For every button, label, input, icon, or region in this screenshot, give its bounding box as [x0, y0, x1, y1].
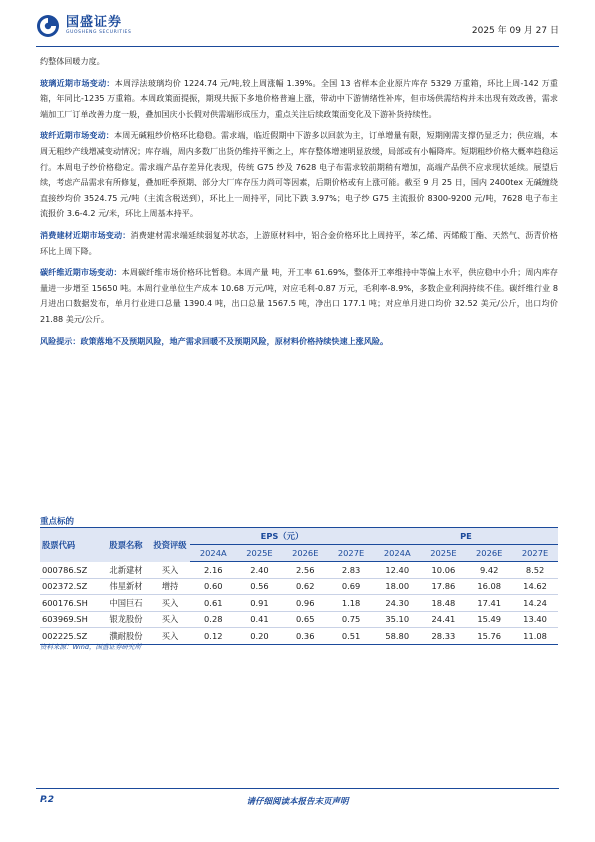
risk-warning: 风险提示：政策落地不及预期风险，地产需求回暖不及预期风险，原材料价格持续快速上涨风险。	[40, 335, 389, 346]
stock-name: 银龙股份	[102, 611, 150, 628]
paragraph-text: 本周浮法玻璃均价 1224.74 元/吨,较上周涨幅 1.39%。全国 13 省样本企业原片库存 5329 万重箱，环比上周-142 万重箱，年同比-1235 万重箱。本周政策面提振，期现共振下多地价格普遍上涨，带动中下游情绪性补库，但市场供需结构并未出现有效改善，需求端加工厂订单改善力度一般，叠加国庆小长假对供需端形成压力，重点关注后续政策面变化及下游补货持续性。	[40, 77, 558, 119]
pe-value: 35.10	[374, 611, 421, 628]
pe-value: 15.49	[466, 611, 512, 628]
paragraph-keyword: 碳纤维近期市场变动：	[40, 267, 122, 278]
stock-rating: 增持	[150, 578, 190, 595]
table-row	[40, 611, 558, 628]
eps-value: 0.69	[328, 578, 374, 595]
eps-value: 0.75	[328, 611, 374, 628]
paragraph-text: 约整体回暖力度。	[40, 56, 105, 66]
table-row	[40, 562, 558, 579]
page-header	[36, 14, 559, 44]
eps-value: 0.56	[237, 578, 283, 595]
pe-value: 17.41	[466, 595, 512, 612]
paragraph-keyword: 玻璃近期市场变动：	[40, 77, 115, 88]
pe-value: 17.86	[421, 578, 467, 595]
stock-rating: 买入	[150, 595, 190, 612]
col-header-year: 2025E	[421, 545, 467, 562]
eps-value: 0.61	[190, 595, 237, 612]
stock-code: 600176.SH	[40, 595, 102, 612]
pe-value: 18.00	[374, 578, 421, 595]
key-stocks-table	[40, 527, 558, 645]
pe-value: 10.06	[421, 562, 467, 579]
eps-value: 2.56	[282, 562, 328, 579]
pe-value: 13.40	[512, 611, 558, 628]
stock-name: 濮耐股份	[102, 628, 150, 645]
eps-value: 0.28	[190, 611, 237, 628]
table-row	[40, 578, 558, 595]
pe-value: 12.40	[374, 562, 421, 579]
stock-code: 002225.SZ	[40, 628, 102, 645]
brand-name-en: GUOSHENG SECURITIES	[66, 30, 132, 36]
stock-code: 603969.SH	[40, 611, 102, 628]
col-header-pe: PE	[374, 528, 558, 545]
eps-value: 0.60	[190, 578, 237, 595]
col-header-name: 股票名称	[102, 528, 150, 562]
pe-value: 11.08	[512, 628, 558, 645]
col-header-year: 2026E	[466, 545, 512, 562]
paragraph	[40, 265, 558, 327]
eps-value: 0.65	[282, 611, 328, 628]
stock-code: 000786.SZ	[40, 562, 102, 579]
col-header-code: 股票代码	[40, 528, 102, 562]
guosheng-logo-icon	[36, 14, 60, 38]
eps-value: 0.96	[282, 595, 328, 612]
eps-value: 0.41	[237, 611, 283, 628]
stock-name: 北新建材	[102, 562, 150, 579]
pe-value: 14.62	[512, 578, 558, 595]
paragraph	[40, 54, 558, 70]
table-title: 重点标的	[40, 517, 75, 527]
eps-value: 0.12	[190, 628, 237, 645]
pe-value: 8.52	[512, 562, 558, 579]
pe-value: 24.41	[421, 611, 467, 628]
header-divider	[36, 46, 559, 47]
stock-rating: 买入	[150, 562, 190, 579]
brand-name-cn: 国盛证券	[66, 15, 123, 31]
eps-value: 2.83	[328, 562, 374, 579]
eps-value: 0.20	[237, 628, 283, 645]
paragraph	[40, 228, 558, 259]
paragraph-text: 本周无碱粗纱价格环比稳稳。需求端，临近假期中下游多以回款为主，订单增量有限，短期刚需支撑仍显乏力；供应端，本周无粗纱产线增减变动情况；库存端，周内多数厂出货仍维持平衡之上，库存整体增速明显放缓，局部或有小幅降库。短期粗纱价格大概率趋稳运行。本周电子纱价格稳定。需求端产品存差异化表现，传统 G75 纱及 7628 电子布需求较前期稍有增加，高端产品供不应求现状延续。展望后续，考虑产品需求有所修复，叠加旺季预期、部分大厂库存压力尚可等因素，后期价格或有上涨可能。截至 9 月 25 日，国内 2400tex 无碱缠绕直接纱均价 3524.75 元/吨（主流含税送到），环比上一周持平，同比下跌 3.97%；电子纱 G75 主流报价 8300-9200 元/吨，7628 电子布主流报价 3.6-4.2 元/米，环比上周基本持平。	[40, 130, 559, 219]
eps-value: 0.91	[237, 595, 283, 612]
pe-value: 14.24	[512, 595, 558, 612]
col-header-rating: 投资评级	[150, 528, 190, 562]
report-date: 2025 年 09 月 27 日	[471, 26, 559, 36]
pe-value: 24.30	[374, 595, 421, 612]
pe-value: 16.08	[466, 578, 512, 595]
footer-divider	[36, 788, 559, 789]
eps-value: 0.62	[282, 578, 328, 595]
stock-name: 伟星新材	[102, 578, 150, 595]
table-source: 资料来源：Wind，国盛证券研究所	[40, 643, 141, 651]
stock-code: 002372.SZ	[40, 578, 102, 595]
eps-value: 1.18	[328, 595, 374, 612]
stock-rating: 买入	[150, 611, 190, 628]
pe-value: 58.80	[374, 628, 421, 645]
page-number: P.2	[40, 795, 54, 805]
pe-value: 18.48	[421, 595, 467, 612]
stock-name: 中国巨石	[102, 595, 150, 612]
eps-value: 2.40	[237, 562, 283, 579]
disclaimer-note: 请仔细阅读本报告末页声明	[246, 797, 349, 807]
col-header-year: 2027E	[512, 545, 558, 562]
paragraph-text: 消费建材需求端延续弱复苏状态，上游原材料中，铝合金价格环比上周持平，苯乙烯、丙烯酸丁酯、天然气、沥青价格环比上周下降。	[40, 229, 558, 256]
pe-value: 28.33	[421, 628, 467, 645]
paragraph-keyword: 消费建材近期市场变动：	[40, 229, 131, 240]
stock-rating: 买入	[150, 628, 190, 645]
col-header-year: 2025E	[237, 545, 283, 562]
col-header-year: 2024A	[374, 545, 421, 562]
brand-logo	[36, 14, 131, 38]
pe-value: 15.76	[466, 628, 512, 645]
paragraph	[40, 128, 558, 222]
report-body	[40, 54, 558, 355]
col-header-eps: EPS（元）	[190, 528, 374, 545]
table-row	[40, 595, 558, 612]
col-header-year: 2024A	[190, 545, 237, 562]
col-header-year: 2026E	[282, 545, 328, 562]
eps-value: 2.16	[190, 562, 237, 579]
paragraph-text: 本周碳纤维市场价格环比暂稳。本周产量 吨，开工率 61.69%，整体开工率维持中等偏上水平，供应稳中小升；周内库存量进一步增至 15650 吨。本周行业单位生产成本 10.68 万元/吨，对应毛利-0.87 万元，毛利率-8.9%，多数企业利润持续不佳。碳纤维行业 8 月进出口数据发布，单月行业进口总量 1390.4 吨，出口总量 1567.5 吨，净出口 177.1 吨；对应单月进口均价 32.52 美元/公斤，出口均价 21.88 美元/公斤。	[40, 267, 558, 324]
paragraph-keyword: 玻纤近期市场变动：	[40, 130, 115, 141]
eps-value: 0.36	[282, 628, 328, 645]
pe-value: 9.42	[466, 562, 512, 579]
col-header-year: 2027E	[328, 545, 374, 562]
paragraph	[40, 76, 558, 123]
eps-value: 0.51	[328, 628, 374, 645]
